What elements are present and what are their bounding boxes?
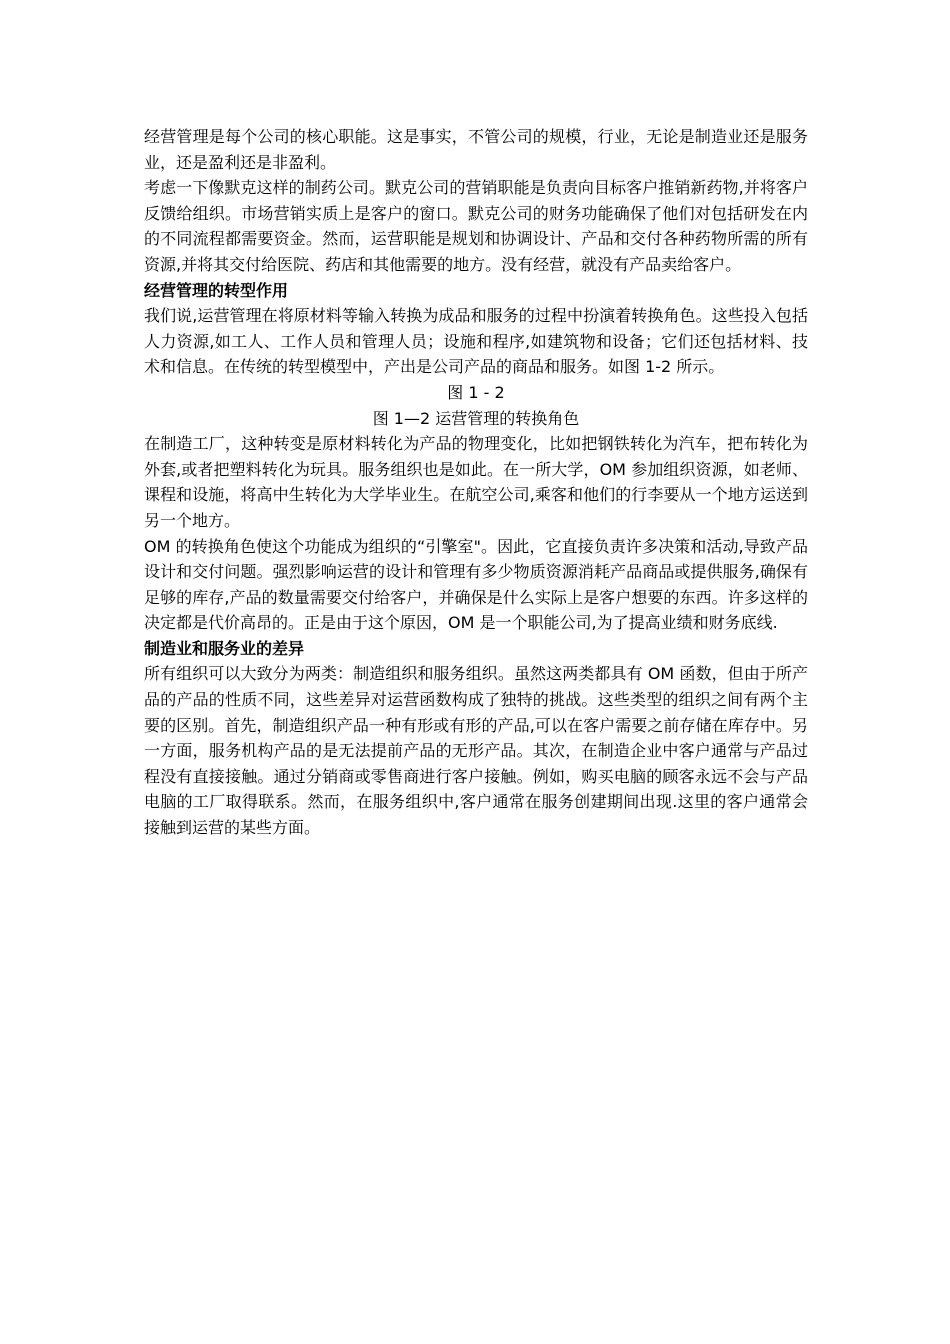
paragraph: 考虑一下像默克这样的制药公司。默克公司的营销职能是负责向目标客户推销新药物,并将客户反馈给组织。市场营销实质上是客户的窗口。默克公司的财务功能确保了他们对包括研发在内的不同流程都需要资金。然而，运营职能是规划和协调设计、产品和交付各种药物所需的所有资源,并将其交付给医院、药店和其他需要的地方。没有经营，就没有产品卖给客户。 [144, 178, 808, 274]
section-heading: 制造业和服务业的差异 [144, 638, 305, 658]
figure-label: 图 1 - 2 [447, 382, 505, 402]
paragraph: 我们说,运营管理在将原材料等输入转换为成品和服务的过程中扮演着转换角色。这些投入包括人力资源,如工人、工作人员和管理人员；设施和程序,如建筑物和设备；它们还包括材料、技术和信息。在传统的转型模型中，产出是公司产品的商品和服务。如图 1-2 所示。 [144, 306, 808, 377]
section-heading: 经营管理的转型作用 [144, 280, 289, 300]
paragraph: 在制造工厂，这种转变是原材料转化为产品的物理变化，比如把钢铁转化为汽车，把布转化为外套,或者把塑料转化为玩具。服务组织也是如此。在一所大学，OM 参加组织资源，如老师、课程和设施，将高中生转化为大学毕业生。在航空公司,乘客和他们的行李要从一个地方运送到另一个地方。 [144, 434, 808, 530]
document-page [144, 124, 808, 841]
figure-caption: 图 1—2 运营管理的转换角色 [372, 408, 580, 428]
paragraph: 所有组织可以大致分为两类：制造组织和服务组织。虽然这两类都具有 OM 函数，但由于所产品的产品的性质不同，这些差异对运营函数构成了独特的挑战。这些类型的组织之间有两个主要的区别。首先，制造组织产品一种有形或有形的产品,可以在客户需要之前存储在库存中。另一方面，服务机构产品的是无法提前产品的无形产品。其次，在制造企业中客户通常与产品过程没有直接接触。通过分销商或零售商进行客户接触。例如，购买电脑的顾客永远不会与产品电脑的工厂取得联系。然而，在服务组织中,客户通常在服务创建期间出现.这里的客户通常会接触到运营的某些方面。 [144, 664, 808, 838]
paragraph: OM 的转换角色使这个功能成为组织的“引擎室"。因此，它直接负责许多决策和活动,导致产品设计和交付问题。强烈影响运营的设计和管理有多少物质资源消耗产品商品或提供服务,确保有足够的库存,产品的数量需要交付给客户，并确保是什么实际上是客户想要的东西。许多这样的决定都是代价高昂的。正是由于这个原因，OM 是一个职能公司,为了提高业绩和财务底线. [144, 536, 808, 633]
paragraph: 经营管理是每个公司的核心职能。这是事实，不管公司的规模，行业，无论是制造业还是服务业，还是盈利还是非盈利。 [144, 127, 808, 172]
